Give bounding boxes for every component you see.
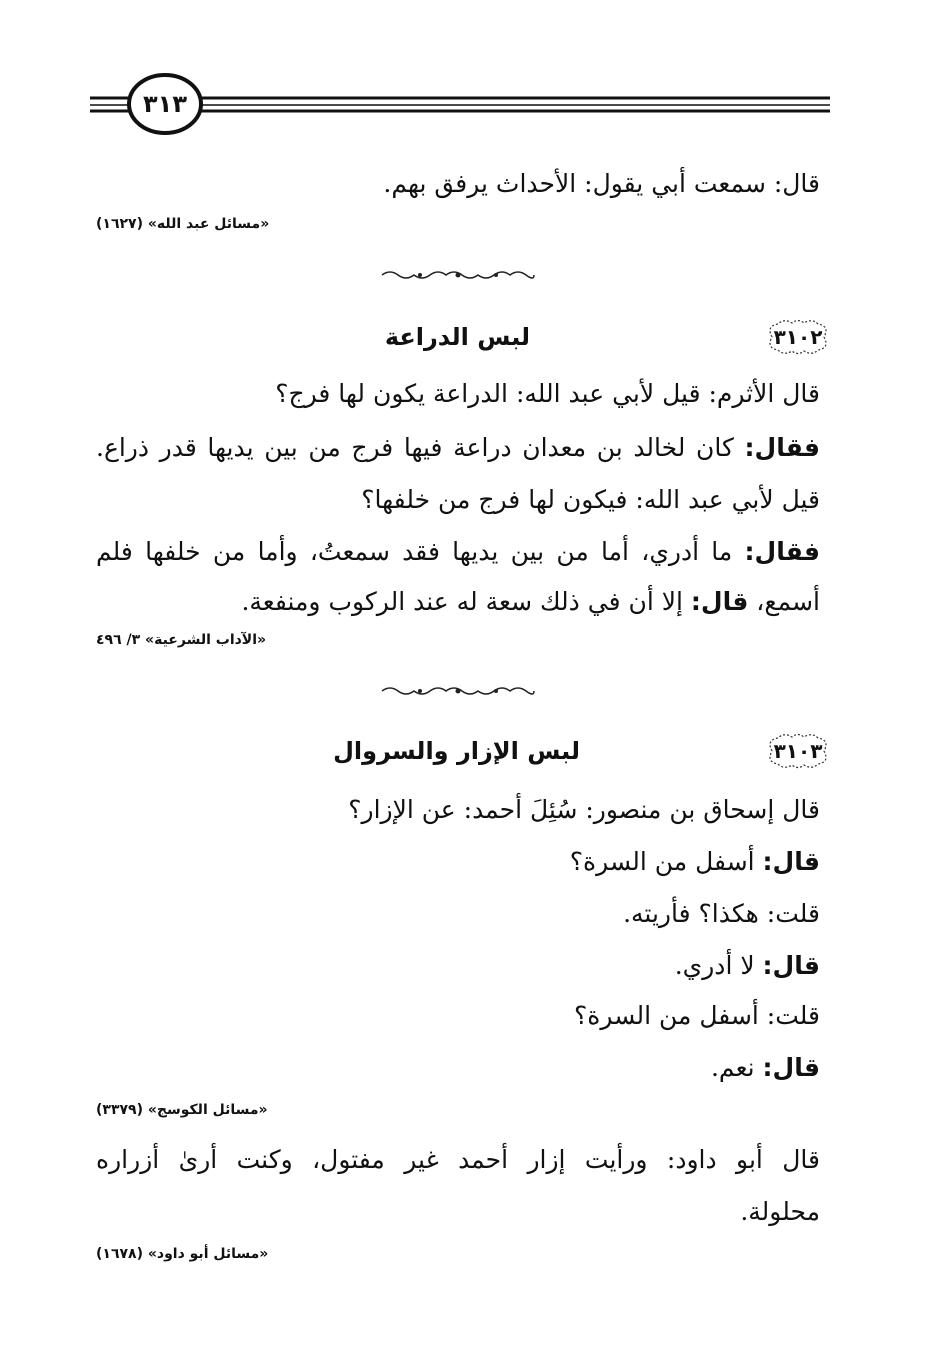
- text-line: [570, 842, 820, 882]
- text-line: [275, 374, 820, 414]
- speaker-label: فقال:: [744, 537, 820, 566]
- text-line: [241, 582, 820, 622]
- section-divider-ornament: [380, 268, 536, 282]
- text-line: [361, 480, 820, 520]
- text-line: [348, 790, 820, 830]
- speaker-label: فقال:: [744, 433, 820, 462]
- line-text: قال إسحاق بن منصور: سُئِلَ أحمد: عن الإزار؟: [348, 795, 820, 824]
- section-title: لبس الدراعة: [384, 323, 530, 351]
- text-line: [623, 894, 820, 934]
- text-line: [96, 428, 820, 468]
- page-header: [90, 72, 830, 136]
- line-text: قلت: أسفل من السرة؟: [574, 1001, 820, 1030]
- speaker-label: قال:: [762, 1053, 820, 1082]
- line-text: كان لخالد بن معدان دراعة فيها فرج من بين يديها قدر ذراع.: [96, 433, 745, 462]
- section-divider-ornament: [380, 684, 536, 698]
- text-line: [711, 1048, 820, 1088]
- line-text: ما أدري، أما من بين يديها فقد سمعتُ، وأما من خلفها فلم: [96, 537, 745, 566]
- intro-source: «مسائل عبد الله» (١٦٢٧): [96, 216, 270, 232]
- speaker-label: قال:: [690, 587, 749, 616]
- section-number-badge: [762, 732, 834, 770]
- text-line: [96, 532, 820, 572]
- section-source: «الآداب الشرعية» ٣/ ٤٩٦: [96, 632, 267, 648]
- header-rule: [90, 72, 830, 136]
- text-line: [574, 996, 820, 1036]
- intro-line: قال: سمعت أبي يقول: الأحداث يرفق بهم.: [383, 169, 820, 198]
- line-text: قال الأثرم: قيل لأبي عبد الله: الدراعة يكون لها فرج؟: [275, 379, 820, 408]
- section-title: لبس الإزار والسروال: [333, 737, 580, 765]
- section-number: ٣١٠٢: [773, 325, 823, 349]
- line-text: نعم.: [710, 1053, 763, 1082]
- line-prefix: أسمع،: [748, 587, 820, 616]
- page-number: ٣١٣: [143, 90, 187, 118]
- line-text: قلت: هكذا؟ فأريته.: [623, 899, 820, 928]
- section-number-badge: [762, 318, 834, 356]
- speaker-label: قال:: [762, 847, 820, 876]
- line-text: لا أدري.: [674, 951, 763, 980]
- section-source: «مسائل أبو داود» (١٦٧٨): [96, 1246, 269, 1262]
- section-source: «مسائل الكوسج» (٣٣٧٩): [96, 1102, 268, 1118]
- section-number: ٣١٠٣: [773, 739, 823, 763]
- speaker-label: قال:: [762, 951, 820, 980]
- text-line: محلولة.: [740, 1197, 820, 1226]
- text-line: [675, 946, 820, 986]
- text-line: قال أبو داود: ورأيت إزار أحمد غير مفتول، وكنت أرىٰ أزراره: [96, 1145, 820, 1174]
- line-text: إلا أن في ذلك سعة له عند الركوب ومنفعة.: [241, 587, 691, 616]
- line-text: قيل لأبي عبد الله: فيكون لها فرج من خلفها؟: [361, 485, 820, 514]
- line-text: أسفل من السرة؟: [569, 847, 763, 876]
